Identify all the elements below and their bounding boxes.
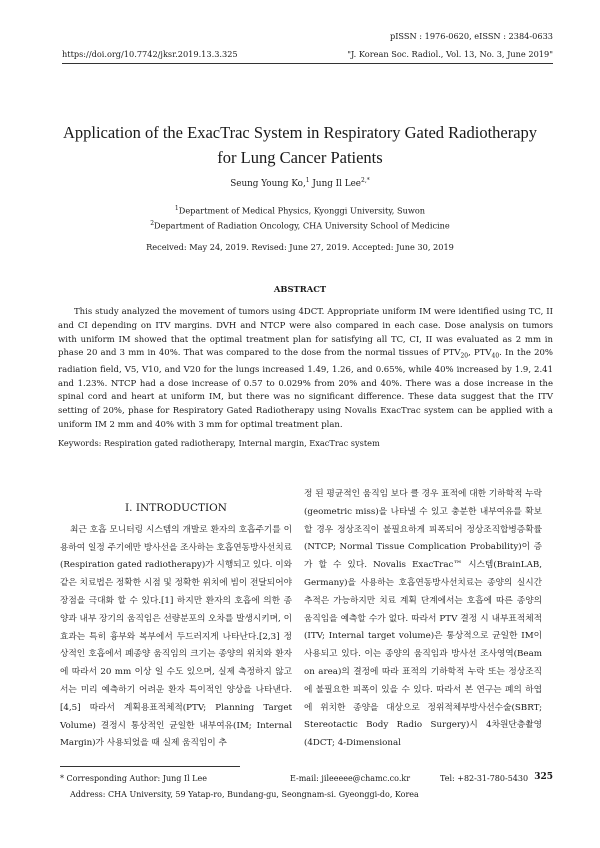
affiliation-1	[0, 205, 600, 216]
author-1: Seung Young Ko,	[230, 178, 306, 189]
page-number: 325	[534, 772, 553, 782]
footer-divider	[60, 766, 240, 767]
affiliation-1-sup: 1	[174, 205, 179, 212]
author-1-sup: 1	[305, 177, 310, 184]
telephone: Tel: +82-31-780-5430	[440, 774, 529, 783]
affiliation-2-text: Department of Radiation Oncology, CHA University School of Medicine	[154, 220, 450, 231]
corresponding-line	[60, 771, 553, 787]
abstract-sub-a: 20	[460, 353, 469, 361]
right-column	[304, 486, 542, 753]
abstract-text-a: This study analyzed the movement of tumors using 4DCT. Appropriate uniform IM were identified using TC, II and CI depending on ITV margins. DVH and NTCP were also compared in each case. Dose analysis on tumors with uniform IM showed that the optimal treatment plan for satisfying all TC, CI, II was evaluated as 2 mm in phase 20 and 3 mm in 40%. That was compared to the dose from the normal tissues of PTV	[58, 307, 553, 359]
title-line-2: for Lung Cancer Patients	[217, 148, 383, 167]
abstract-text-c: . In the 20% radiation field, V5, V10, and V20 for the lungs increased 1.49, 1.26, and 0.65%, while 40% increased by 1.9, 2.41 and 1.23%. NTCP had a dose increase of 0.57 to 0.029% from 20% and 40%. There was a dose increase in the spinal cord and heart at uniform IM, but there was no significant difference. These data suggest that the ITV setting of 20%, phase for Respiratory Gated Radiotherapy using Novalis ExacTrac system can be applied with a uniform IM 2 mm and 40% with 3 mm for optimal treatment plan.	[58, 348, 554, 431]
abstract-body	[58, 306, 553, 433]
address: Address: CHA University, 59 Yatap-ro, Bundang-gu, Seongnam-si. Gyeonggi-do, Korea	[70, 790, 419, 799]
abstract-text-b: , PTV	[468, 348, 492, 359]
intro-left-text: 최근 호흡 모니터링 시스템의 개발로 환자의 호흡주기를 이용하여 일정 주기에만 방사선을 조사하는 호흡연동방사선치료(Respiration gated radiotherapy)가 시행되고 있다. 이와 같은 치료법은 정확한 시점 및 정확한 위치에 빔이 전달되어야 장점을 극대화 할 수 있다.[1] 하지만 환자의 호흡에 의한 종양과 내부 장기의 움직임은 선량분포의 오차를 발생시키며, 이 효과는 특히 흉부와 복부에서 두드러지게 나타난다.[2,3] 정상적인 호흡에서 폐종양 움직임의 크기는 종양의 위치와 환자에 따라서 20 mm 이상 일 수도 있으며, 실제 측정하지 않고서는 미리 예측하기 어려운 환자 특이적인 양상을 나타낸다.[4,5] 따라서 계획용표적체적(PTV; Planning Target Volume) 결정시 통상적인 균일한 내부여유(IM; Internal Margin)가 사용되었을 때 실제 움직임이 추	[60, 524, 293, 749]
affiliation-2	[0, 220, 600, 231]
corresponding-author: * Corresponding Author: Jung Il Lee	[60, 774, 207, 783]
paper-title	[40, 120, 560, 170]
journal-citation: "J. Korean Soc. Radiol., Vol. 13, No. 3, June 2019"	[347, 49, 553, 59]
left-column	[60, 490, 292, 753]
doi-link[interactable]: https://doi.org/10.7742/jksr.2019.13.3.325	[62, 49, 238, 59]
issn: pISSN : 1976-0620, eISSN : 2384-0633	[389, 31, 553, 41]
received-dates: Received: May 24, 2019. Revised: June 27, 2019. Accepted: June 30, 2019	[146, 242, 454, 252]
author-list	[0, 177, 600, 189]
intro-right-text: 정 된 평균적인 움직임 보다 클 경우 표적에 대한 기하학적 누락(geometric miss)을 나타낼 수 있고 충분한 내부여유를 확보 할 경우 정상조직이 불필요하게 피폭되어 정상조직합병증확률(NTCP; Normal Tissue Complication Probability)이 증가 할 수 있다. Novalis ExacTrac™ 시스템(BrainLAB, Germany)을 사용하는 호흡연동방사선치료는 종양의 실시간 추적은 가능하지만 치료 계획 단계에서는 호흡에 따른 종양의 움직임을 예측할 수가 없다. 따라서 PTV 결정 시 내부표적체적(ITV; Internal target volume)은 통상적으로 균일한 IM이 사용되고 있다. 이는 종양의 움직임과 방사선 조사영역(Beam on area)의 결정에 따라 표적의 기하학적 누락 또는 정상조직에 불필요한 피폭이 있을 수 있다. 따라서 본 연구는 폐의 하엽에 위치한 종양을 대상으로 정위적체부방사선수술(SBRT; Stereotactic Body Radio Surgery)시 4차원단층촬영(4DCT; 4-Dimensional	[304, 489, 542, 749]
affiliation-2-sup: 2	[150, 220, 155, 227]
affiliation-1-text: Department of Medical Physics, Kyonggi University, Suwon	[178, 205, 426, 216]
footnote	[60, 771, 553, 803]
abstract-sub-b: 40	[491, 353, 500, 361]
author-2: Jung Il Lee	[309, 178, 362, 189]
header-right	[347, 27, 553, 63]
title-line-1: Application of the ExacTrac System in Respiratory Gated Radiotherapy	[62, 123, 538, 142]
section-heading-introduction: Ⅰ. INTRODUCTION	[125, 502, 227, 514]
keywords: Keywords: Respiration gated radiotherapy, Internal margin, ExacTrac system	[58, 438, 380, 448]
header-divider	[62, 63, 553, 64]
author-2-sup: 2,*	[361, 177, 370, 184]
abstract-heading: ABSTRACT	[273, 284, 327, 294]
email[interactable]: E-mail: jileeeee@chamc.co.kr	[290, 774, 411, 783]
